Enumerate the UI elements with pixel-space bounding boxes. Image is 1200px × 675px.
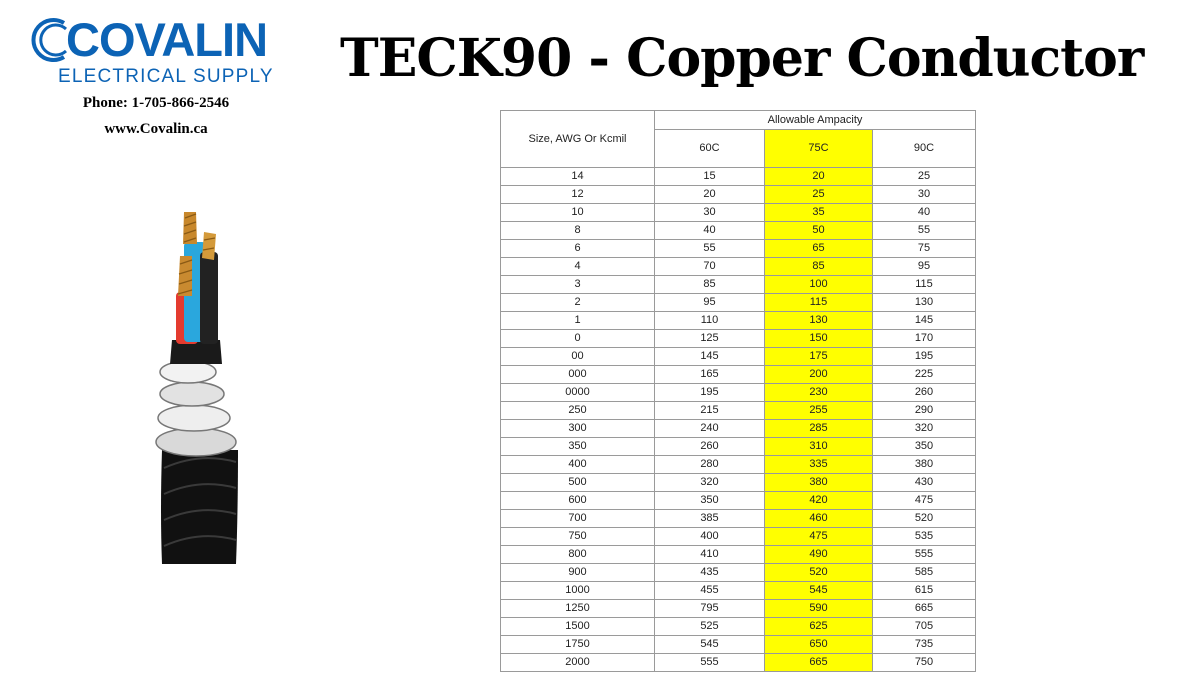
size-cell: 0000: [501, 384, 655, 402]
table-row: [501, 528, 976, 546]
ampacity-75c-cell: 65: [765, 240, 873, 258]
size-cell: 1750: [501, 636, 655, 654]
ampacity-75c-cell: 475: [765, 528, 873, 546]
table-row: [501, 564, 976, 582]
ampacity-table: [500, 110, 976, 672]
ampacity-90c-cell: 320: [873, 420, 976, 438]
ampacity-60c-cell: 20: [655, 186, 765, 204]
ampacity-90c-cell: 30: [873, 186, 976, 204]
table-row: [501, 456, 976, 474]
ampacity-90c-cell: 75: [873, 240, 976, 258]
ampacity-90c-cell: 25: [873, 168, 976, 186]
table-row: [501, 276, 976, 294]
table-row: [501, 600, 976, 618]
size-cell: 10: [501, 204, 655, 222]
size-cell: 900: [501, 564, 655, 582]
ampacity-90c-cell: 195: [873, 348, 976, 366]
table-row: [501, 186, 976, 204]
ampacity-90c-cell: 585: [873, 564, 976, 582]
ampacity-75c-cell: 130: [765, 312, 873, 330]
ampacity-60c-cell: 95: [655, 294, 765, 312]
table-row: [501, 258, 976, 276]
table-row: [501, 348, 976, 366]
ampacity-60c-cell: 15: [655, 168, 765, 186]
size-cell: 1500: [501, 618, 655, 636]
logo-main-text: COVALIN: [66, 13, 268, 66]
size-cell: 4: [501, 258, 655, 276]
ampacity-75c-cell: 590: [765, 600, 873, 618]
ampacity-60c-cell: 350: [655, 492, 765, 510]
size-cell: 700: [501, 510, 655, 528]
table-row: [501, 240, 976, 258]
ampacity-60c-cell: 400: [655, 528, 765, 546]
ampacity-75c-cell: 115: [765, 294, 873, 312]
size-cell: 1: [501, 312, 655, 330]
size-cell: 500: [501, 474, 655, 492]
ampacity-60c-cell: 320: [655, 474, 765, 492]
size-cell: 00: [501, 348, 655, 366]
covalin-logo: [28, 14, 284, 94]
ampacity-90c-cell: 55: [873, 222, 976, 240]
ampacity-90c-cell: 170: [873, 330, 976, 348]
ampacity-90c-cell: 260: [873, 384, 976, 402]
table-row: [501, 204, 976, 222]
ampacity-75c-cell: 175: [765, 348, 873, 366]
table-row: [501, 474, 976, 492]
ampacity-60c-cell: 525: [655, 618, 765, 636]
ampacity-60c-cell: 125: [655, 330, 765, 348]
ampacity-60c-cell: 145: [655, 348, 765, 366]
ampacity-90c-cell: 225: [873, 366, 976, 384]
ampacity-90c-cell: 430: [873, 474, 976, 492]
ampacity-60c-cell: 110: [655, 312, 765, 330]
col-header-75c: 75C: [765, 130, 873, 168]
size-cell: 350: [501, 438, 655, 456]
ampacity-60c-cell: 455: [655, 582, 765, 600]
ampacity-90c-cell: 95: [873, 258, 976, 276]
size-cell: 8: [501, 222, 655, 240]
ampacity-75c-cell: 380: [765, 474, 873, 492]
page-title: TECK90 - Copper Conductor: [340, 28, 1144, 89]
table-row: [501, 402, 976, 420]
ampacity-90c-cell: 665: [873, 600, 976, 618]
size-cell: 2: [501, 294, 655, 312]
ampacity-90c-cell: 115: [873, 276, 976, 294]
ampacity-60c-cell: 30: [655, 204, 765, 222]
ampacity-90c-cell: 130: [873, 294, 976, 312]
ampacity-75c-cell: 100: [765, 276, 873, 294]
logo-wordmark: [28, 14, 267, 66]
ampacity-group-header: Allowable Ampacity: [655, 111, 976, 130]
table-row: [501, 312, 976, 330]
table-row: [501, 294, 976, 312]
ampacity-90c-cell: 290: [873, 402, 976, 420]
ampacity-75c-cell: 150: [765, 330, 873, 348]
table-row: [501, 384, 976, 402]
table-row: [501, 618, 976, 636]
ampacity-75c-cell: 85: [765, 258, 873, 276]
ampacity-90c-cell: 705: [873, 618, 976, 636]
col-header-90c: 90C: [873, 130, 976, 168]
table-row: [501, 654, 976, 672]
ampacity-60c-cell: 165: [655, 366, 765, 384]
ampacity-75c-cell: 335: [765, 456, 873, 474]
ampacity-75c-cell: 420: [765, 492, 873, 510]
website-link[interactable]: www.Covalin.ca: [104, 121, 208, 137]
col-header-60c: 60C: [655, 130, 765, 168]
size-cell: 600: [501, 492, 655, 510]
teck90-cable-icon: [150, 212, 250, 567]
logo-subtitle: ELECTRICAL SUPPLY: [58, 66, 274, 87]
ampacity-90c-cell: 735: [873, 636, 976, 654]
table-row: [501, 366, 976, 384]
ampacity-75c-cell: 285: [765, 420, 873, 438]
ampacity-90c-cell: 555: [873, 546, 976, 564]
ampacity-90c-cell: 145: [873, 312, 976, 330]
ampacity-90c-cell: 350: [873, 438, 976, 456]
size-cell: 300: [501, 420, 655, 438]
ampacity-60c-cell: 55: [655, 240, 765, 258]
size-cell: 2000: [501, 654, 655, 672]
ampacity-60c-cell: 795: [655, 600, 765, 618]
ampacity-60c-cell: 555: [655, 654, 765, 672]
ampacity-60c-cell: 410: [655, 546, 765, 564]
ampacity-60c-cell: 545: [655, 636, 765, 654]
ampacity-90c-cell: 40: [873, 204, 976, 222]
ampacity-90c-cell: 520: [873, 510, 976, 528]
table-row: [501, 636, 976, 654]
ampacity-75c-cell: 230: [765, 384, 873, 402]
ampacity-75c-cell: 650: [765, 636, 873, 654]
ampacity-60c-cell: 435: [655, 564, 765, 582]
ampacity-75c-cell: 50: [765, 222, 873, 240]
ampacity-75c-cell: 625: [765, 618, 873, 636]
size-cell: 250: [501, 402, 655, 420]
table-row: [501, 582, 976, 600]
ampacity-75c-cell: 490: [765, 546, 873, 564]
size-cell: 1250: [501, 600, 655, 618]
size-cell: 3: [501, 276, 655, 294]
ampacity-75c-cell: 460: [765, 510, 873, 528]
ampacity-75c-cell: 255: [765, 402, 873, 420]
ampacity-75c-cell: 200: [765, 366, 873, 384]
ampacity-60c-cell: 40: [655, 222, 765, 240]
ampacity-75c-cell: 310: [765, 438, 873, 456]
ampacity-60c-cell: 70: [655, 258, 765, 276]
table-row: [501, 438, 976, 456]
ampacity-75c-cell: 545: [765, 582, 873, 600]
ampacity-60c-cell: 280: [655, 456, 765, 474]
ampacity-90c-cell: 380: [873, 456, 976, 474]
size-cell: 14: [501, 168, 655, 186]
size-cell: 6: [501, 240, 655, 258]
size-cell: 000: [501, 366, 655, 384]
ampacity-75c-cell: 25: [765, 186, 873, 204]
table-row: [501, 168, 976, 186]
ampacity-60c-cell: 195: [655, 384, 765, 402]
size-cell: 1000: [501, 582, 655, 600]
table-row: [501, 546, 976, 564]
ampacity-60c-cell: 385: [655, 510, 765, 528]
ampacity-60c-cell: 260: [655, 438, 765, 456]
ampacity-75c-cell: 665: [765, 654, 873, 672]
ampacity-60c-cell: 215: [655, 402, 765, 420]
phone-number: Phone: 1-705-866-2546: [82, 95, 230, 111]
size-cell: 0: [501, 330, 655, 348]
ampacity-75c-cell: 20: [765, 168, 873, 186]
table-row: [501, 492, 976, 510]
ampacity-60c-cell: 85: [655, 276, 765, 294]
ampacity-90c-cell: 750: [873, 654, 976, 672]
table-row: [501, 420, 976, 438]
ampacity-90c-cell: 535: [873, 528, 976, 546]
ampacity-75c-cell: 35: [765, 204, 873, 222]
size-cell: 12: [501, 186, 655, 204]
ampacity-60c-cell: 240: [655, 420, 765, 438]
size-cell: 800: [501, 546, 655, 564]
ampacity-90c-cell: 615: [873, 582, 976, 600]
size-cell: 750: [501, 528, 655, 546]
table-row: [501, 222, 976, 240]
table-row: [501, 330, 976, 348]
ampacity-90c-cell: 475: [873, 492, 976, 510]
ampacity-75c-cell: 520: [765, 564, 873, 582]
size-cell: 400: [501, 456, 655, 474]
size-header: Size, AWG Or Kcmil: [501, 111, 655, 168]
table-row: [501, 510, 976, 528]
